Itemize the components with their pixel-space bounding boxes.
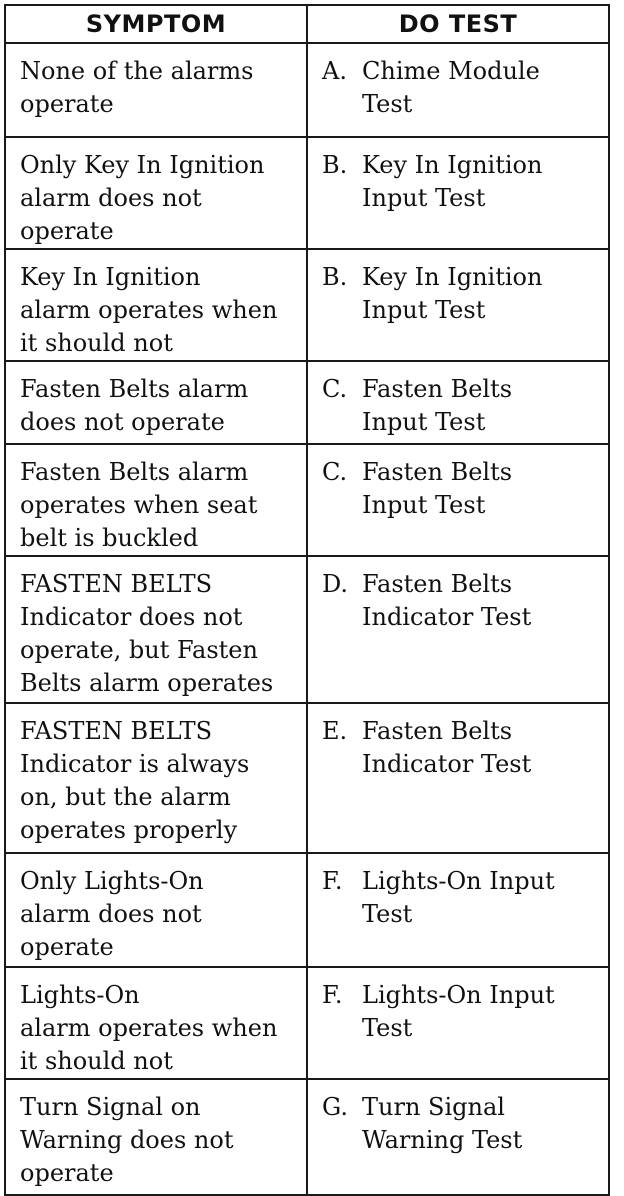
symptom-cell — [5, 853, 307, 967]
test-letter: F. — [322, 981, 343, 1009]
test-cell — [307, 1079, 609, 1195]
test-cell — [307, 853, 609, 967]
test-cell — [307, 361, 609, 444]
symptom-cell — [5, 43, 307, 137]
symptom-cell — [5, 444, 307, 556]
symptom-text: Only Lights-On alarm does not operate — [20, 867, 204, 961]
test-letter: C. — [322, 375, 348, 403]
test-name: Lights-On Input Test — [362, 981, 555, 1042]
table-row — [5, 1079, 609, 1195]
test-letter: A. — [322, 57, 347, 85]
symptom-cell — [5, 361, 307, 444]
symptom-text: None of the alarms operate — [20, 57, 254, 118]
table-row — [5, 361, 609, 444]
table-row — [5, 137, 609, 249]
test-cell — [307, 137, 609, 249]
symptom-cell — [5, 249, 307, 361]
table-row — [5, 43, 609, 137]
symptom-cell — [5, 556, 307, 703]
test-name: Turn Signal Warning Test — [362, 1093, 523, 1154]
test-cell — [307, 249, 609, 361]
test-name: Lights-On Input Test — [362, 867, 555, 928]
test-letter: B. — [322, 151, 348, 179]
table-row — [5, 967, 609, 1079]
symptom-cell — [5, 1079, 307, 1195]
test-cell — [307, 444, 609, 556]
test-name: Chime Module Test — [362, 57, 540, 118]
symptom-text: FASTEN BELTS Indicator does not operate, but Fasten Belts alarm operates — [20, 570, 274, 697]
symptom-column-header: SYMPTOM — [5, 5, 307, 43]
symptom-text: Fasten Belts alarm does not operate — [20, 375, 249, 436]
test-name: Fasten Belts Input Test — [362, 375, 513, 436]
test-letter: F. — [322, 867, 343, 895]
symptom-cell — [5, 967, 307, 1079]
symptom-text: Turn Signal on Warning does not operate — [20, 1093, 234, 1187]
test-name: Fasten Belts Indicator Test — [362, 570, 532, 631]
test-cell — [307, 556, 609, 703]
symptom-text: FASTEN BELTS Indicator is always on, but the alarm operates properly — [20, 717, 250, 844]
symptom-text: Lights-On alarm operates when it should not — [20, 981, 278, 1075]
symptom-text: Key In Ignition alarm operates when it should not — [20, 263, 278, 357]
test-cell — [307, 703, 609, 853]
test-cell — [307, 967, 609, 1079]
do-test-column-header: DO TEST — [307, 5, 609, 43]
symptom-cell — [5, 703, 307, 853]
test-name: Key In Ignition Input Test — [362, 263, 543, 324]
table-row — [5, 249, 609, 361]
test-letter: D. — [322, 570, 349, 598]
symptom-text: Fasten Belts alarm operates when seat belt is buckled — [20, 458, 258, 552]
symptom-test-table — [4, 4, 610, 1196]
header-row — [5, 5, 609, 43]
test-name: Fasten Belts Indicator Test — [362, 717, 532, 778]
test-name: Key In Ignition Input Test — [362, 151, 543, 212]
test-name: Fasten Belts Input Test — [362, 458, 513, 519]
test-letter: B. — [322, 263, 348, 291]
test-cell — [307, 43, 609, 137]
test-letter: C. — [322, 458, 348, 486]
table-row — [5, 853, 609, 967]
table-row — [5, 444, 609, 556]
table-row — [5, 556, 609, 703]
symptom-cell — [5, 137, 307, 249]
test-letter: E. — [322, 717, 348, 745]
symptom-text: Only Key In Ignition alarm does not operate — [20, 151, 265, 245]
test-letter: G. — [322, 1093, 348, 1121]
table-row — [5, 703, 609, 853]
